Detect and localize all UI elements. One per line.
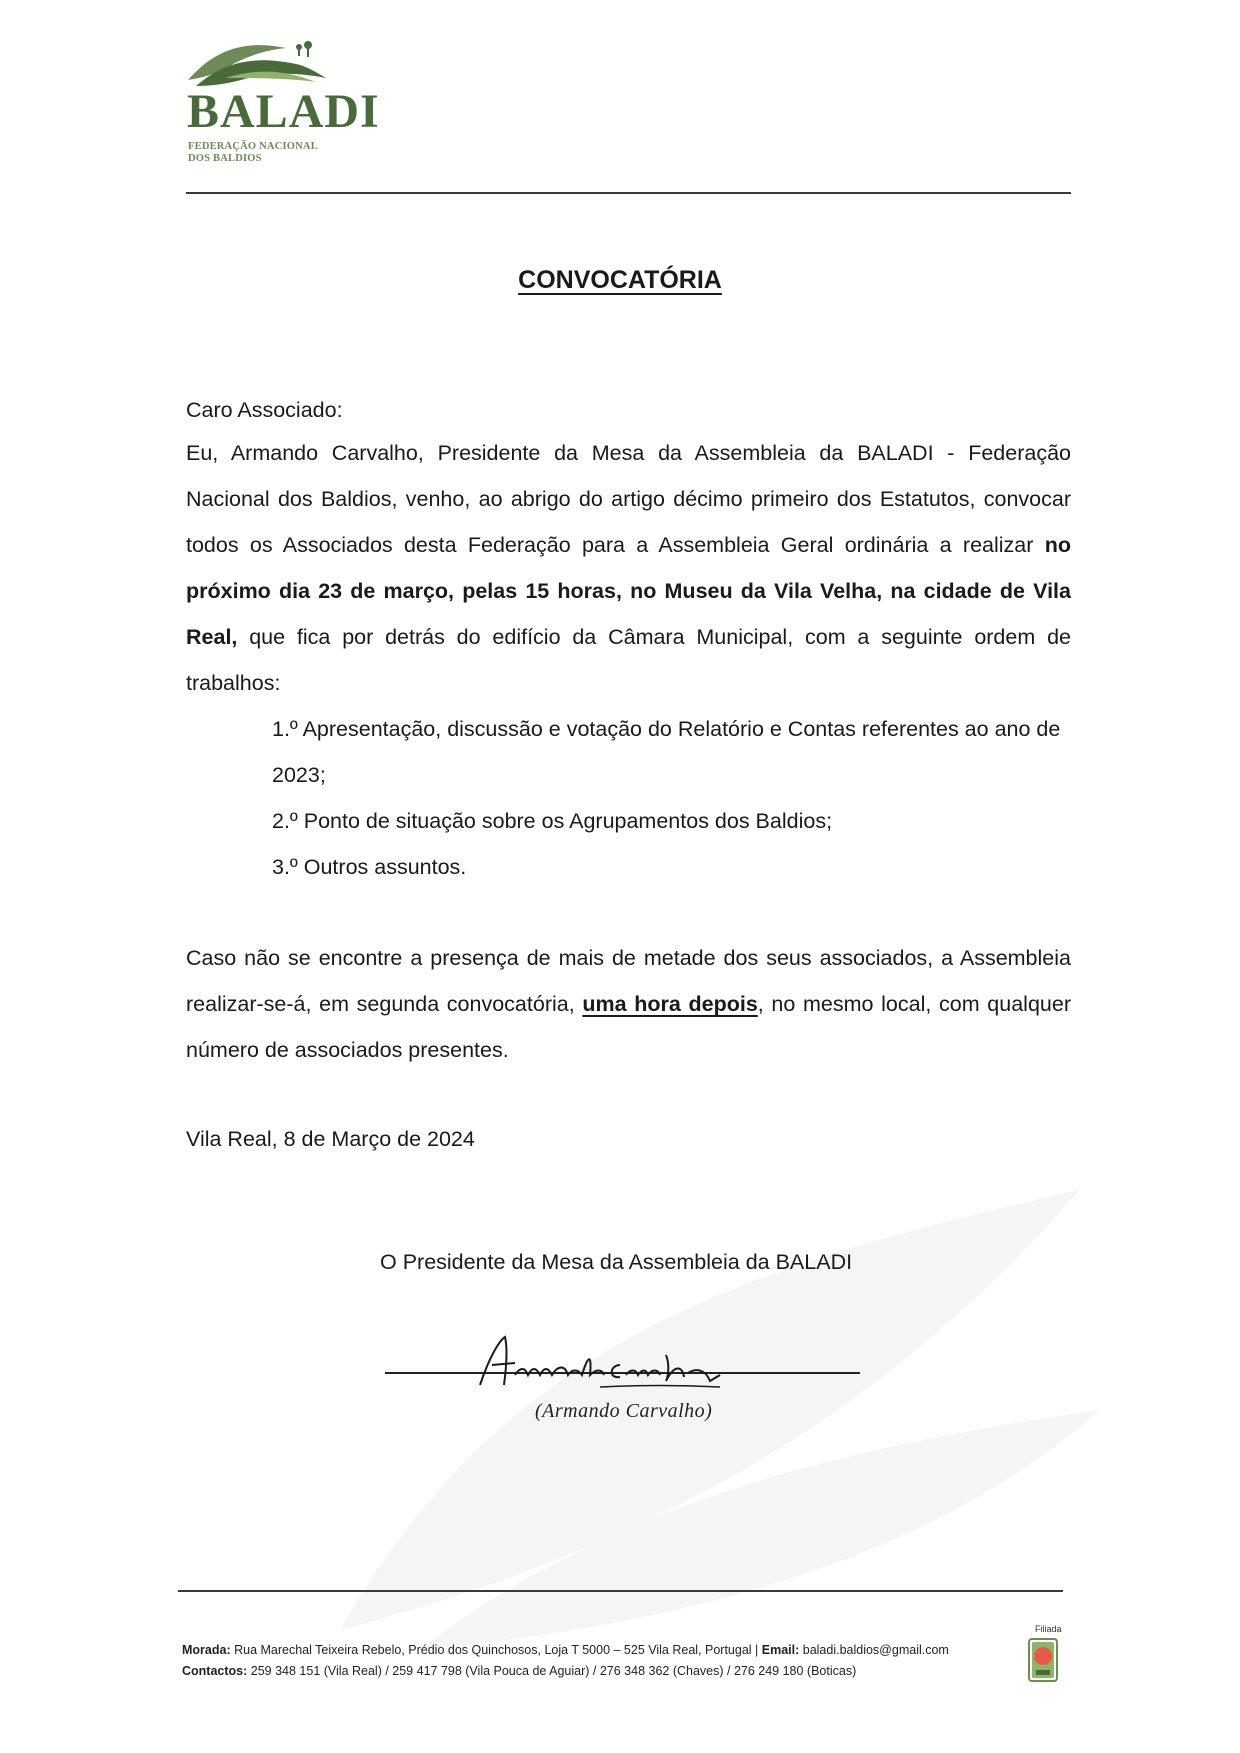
- contacts-text: 259 348 151 (Vila Real) / 259 417 798 (Vila Pouca de Aguiar) / 276 348 362 (Chaves) / 276 249 180 (Boticas): [247, 1664, 857, 1678]
- paragraph-rest: que fica por detrás do edifício da Câmara Municipal, com a seguinte ordem de trabalhos:: [186, 625, 1071, 695]
- footer-contacts-line: [182, 1661, 1012, 1682]
- logo-subtitle: [188, 141, 318, 165]
- contacts-label: Contactos:: [182, 1664, 248, 1678]
- salutation: Caro Associado:: [186, 398, 343, 422]
- email-label: Email:: [761, 1643, 800, 1657]
- affiliation-badge-icon: [1028, 1638, 1058, 1682]
- address-label: Morada:: [182, 1643, 231, 1657]
- affiliation-label: Filiada: [1035, 1624, 1062, 1634]
- second-call-before: Caso não se encontre a presença de mais de metade dos seus associados, a Assembleia realizar-se-á, em segunda convocatória,: [186, 946, 1071, 1016]
- handwritten-signature: [470, 1325, 760, 1405]
- second-call-after: , no mesmo local, com qualquer número de associados presentes.: [186, 992, 1071, 1062]
- agenda-item-3: 3.º Outros assuntos.: [272, 855, 467, 879]
- signer-title: O Presidente da Mesa da Assembleia da BALADI: [380, 1250, 853, 1274]
- signature-printed-name: (Armando Carvalho): [535, 1400, 713, 1422]
- address-text: Rua Marechal Teixeira Rebelo, Prédio dos Quinchosos, Loja T 5000 – 525 Vila Real, Portugal |: [230, 1643, 762, 1657]
- convocation-paragraph: [186, 430, 1071, 706]
- paragraph-intro: Eu, Armando Carvalho, Presidente da Mesa da Assembleia da BALADI - Federação Nacional dos Baldios, venho, ao abrigo do artigo décimo primeiro dos Estatutos, convocar todos os Associados desta Federação para a Assembleia Geral ordinária a realizar: [186, 441, 1071, 557]
- logo-wordmark: BALADI: [187, 85, 380, 138]
- document-title: CONVOCATÓRIA: [518, 266, 722, 294]
- footer-divider: [178, 1590, 1063, 1592]
- header-divider: [186, 192, 1071, 194]
- footer-address-line: [182, 1640, 1012, 1661]
- agenda-list: [272, 706, 1072, 890]
- baladi-logo: [186, 38, 380, 173]
- second-call-emphasis: uma hora depois: [582, 992, 758, 1016]
- logo-subtitle-line2: DOS BALDIOS: [188, 153, 262, 164]
- meeting-details: no próximo dia 23 de março, pelas 15 horas, no Museu da Vila Velha, na cidade de Vila Real,: [186, 533, 1071, 649]
- date-line: Vila Real, 8 de Março de 2024: [186, 1127, 475, 1151]
- footer-contact: [182, 1640, 1012, 1682]
- logo-subtitle-line1: FEDERAÇÃO NACIONAL: [188, 141, 318, 152]
- email-text: baladi.baldios@gmail.com: [799, 1643, 949, 1657]
- agenda-item-2: 2.º Ponto de situação sobre os Agrupamentos dos Baldios;: [272, 809, 833, 833]
- second-call-paragraph: [186, 935, 1071, 1073]
- agenda-item-1: 1.º Apresentação, discussão e votação do Relatório e Contas referentes ao ano de 2023;: [272, 717, 1061, 787]
